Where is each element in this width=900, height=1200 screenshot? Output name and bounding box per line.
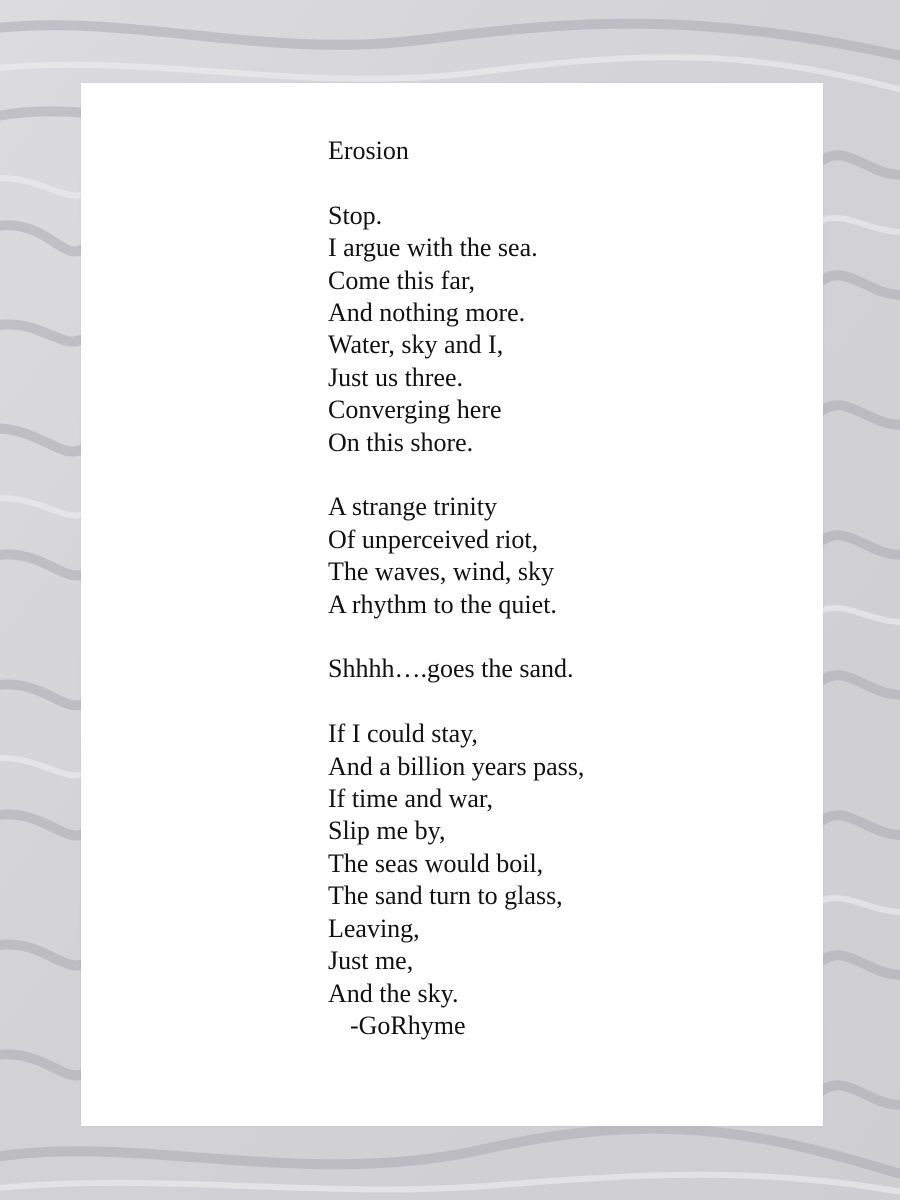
- poem-line: Just me,: [328, 946, 414, 976]
- poem-line: Converging here: [328, 395, 502, 425]
- poem-line: A rhythm to the quiet.: [328, 589, 557, 619]
- poem-text-block: [328, 135, 808, 1042]
- stanza-gap: [328, 459, 808, 491]
- poem-line: The sand turn to glass,: [328, 881, 563, 911]
- poem-signature: -GoRhyme: [350, 1010, 466, 1040]
- poem-line: The seas would boil,: [328, 848, 544, 878]
- poem-line: Shhhh….goes the sand.: [328, 654, 574, 684]
- poem-line: Just us three.: [328, 362, 464, 392]
- poem-line: Of unperceived riot,: [328, 524, 539, 554]
- poem-line: Water, sky and I,: [328, 330, 504, 360]
- stanza-gap: [328, 621, 808, 653]
- poem-line: And the sky.: [328, 978, 459, 1008]
- poem-paper-sheet: [81, 83, 823, 1126]
- poem-line: Come this far,: [328, 265, 475, 295]
- poem-line: And a billion years pass,: [328, 751, 585, 781]
- poem-line: Stop.: [328, 200, 383, 230]
- stanza-gap: [328, 167, 808, 199]
- stanza-gap: [328, 686, 808, 718]
- poem-line: If I could stay,: [328, 719, 478, 749]
- poem-line: And nothing more.: [328, 298, 526, 328]
- poem-line: On this shore.: [328, 427, 474, 457]
- poem-title: Erosion: [328, 136, 409, 165]
- poem-line: I argue with the sea.: [328, 233, 538, 263]
- poem-line: Slip me by,: [328, 816, 446, 846]
- poem-line: If time and war,: [328, 784, 494, 814]
- poem-line: The waves, wind, sky: [328, 557, 555, 587]
- poem-line: Leaving,: [328, 913, 420, 943]
- poem-line: A strange trinity: [328, 492, 497, 522]
